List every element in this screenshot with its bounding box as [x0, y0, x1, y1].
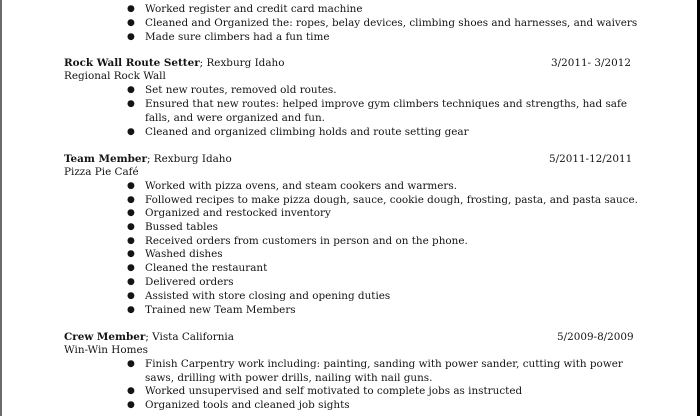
job-heading	[64, 57, 284, 70]
job-title: Crew Member	[64, 331, 146, 343]
bullet-icon: ●	[127, 195, 135, 205]
duty-item: Worked with pizza ovens, and steam cookers and warmers.	[145, 180, 458, 192]
bullet-icon: ●	[127, 277, 135, 287]
bullet-icon: ●	[127, 386, 135, 396]
bullet-icon: ●	[127, 85, 135, 95]
employer-name: Win-Win Homes	[64, 344, 148, 356]
job-dates: 3/2011- 3/2012	[551, 57, 631, 69]
bullet-icon: ●	[127, 305, 135, 315]
bullet-icon: ●	[127, 222, 135, 232]
bullet-icon: ●	[127, 181, 135, 191]
bullet-icon: ●	[127, 127, 135, 137]
job-location: ; Rexburg Idaho	[199, 57, 285, 69]
duty-item: Washed dishes	[145, 248, 223, 260]
duty-item: Organized and restocked inventory	[145, 207, 331, 219]
employer-name: Regional Rock Wall	[64, 70, 166, 82]
job-title: Rock Wall Route Setter	[64, 57, 200, 69]
duty-item: Cleaned and organized climbing holds and route setting gear	[145, 126, 469, 138]
duty-item: Finish Carpentry work including: painting, sanding with power sander, cutting with power saws, drilling with power drills, nailing with nail guns.	[145, 358, 623, 384]
duty-item: Cleaned and Organized the: ropes, belay devices, climbing shoes and harnesses, and waivers	[145, 17, 638, 29]
bullet-icon: ●	[127, 236, 135, 246]
bullet-icon: ●	[127, 249, 135, 259]
duty-item: Bussed tables	[145, 221, 218, 233]
bullet-icon: ●	[127, 359, 135, 369]
duty-item: Received orders from customers in person and on the phone.	[145, 235, 468, 247]
bullet-icon: ●	[127, 4, 135, 14]
duty-item: Set new routes, removed old routes.	[145, 84, 337, 96]
duty-item: Ensured that new routes: helped improve gym climbers techniques and strengths, had safe falls, and were organized and fun.	[145, 98, 627, 124]
bullet-icon: ●	[127, 208, 135, 218]
duty-item: Assisted with store closing and opening duties	[145, 290, 391, 302]
bullet-icon: ●	[127, 32, 135, 42]
bullet-icon: ●	[127, 291, 135, 301]
bullet-icon: ●	[127, 99, 135, 109]
duty-item: Organized tools and cleaned job sights	[145, 399, 350, 411]
job-dates: 5/2011-12/2011	[549, 153, 633, 165]
duty-item: Worked register and credit card machine	[145, 3, 363, 15]
employer-name: Pizza Pie Café	[64, 166, 139, 178]
job-dates: 5/2009-8/2009	[557, 331, 634, 343]
duty-item: Delivered orders	[145, 276, 234, 288]
job-title: Team Member	[64, 153, 147, 165]
duty-item: Trained new Team Members	[145, 304, 296, 316]
duty-item: Followed recipes to make pizza dough, sauce, cookie dough, frosting, pasta, and pasta sauce.	[145, 194, 638, 206]
bullet-icon: ●	[127, 263, 135, 273]
job-location: ; Vista California	[145, 331, 234, 343]
duty-item: Cleaned the restaurant	[145, 262, 268, 274]
job-heading	[64, 331, 234, 344]
duty-item: Worked unsupervised and self motivated to complete jobs as instructed	[145, 385, 523, 397]
bullet-icon: ●	[127, 400, 135, 410]
duty-item: Made sure climbers had a fun time	[145, 31, 330, 43]
bullet-icon: ●	[127, 18, 135, 28]
job-location: ; Rexburg Idaho	[146, 153, 232, 165]
job-heading	[64, 153, 232, 166]
